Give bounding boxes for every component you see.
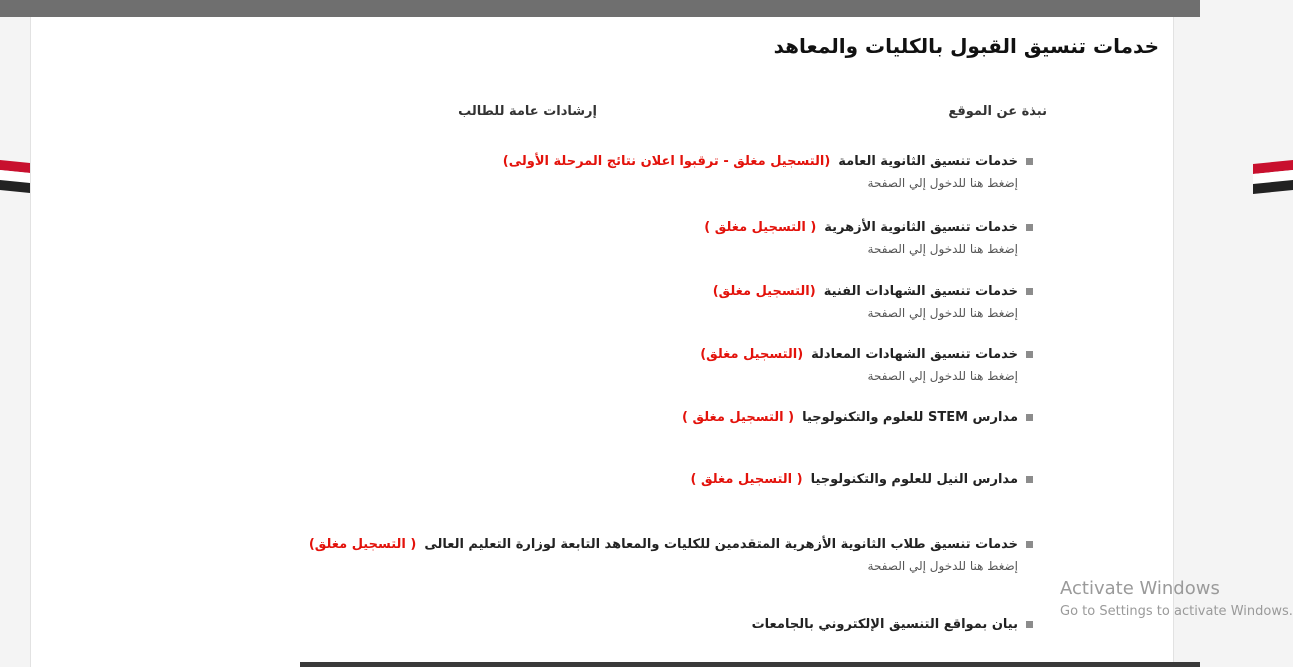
- service-item-equivalent-certificates: [700, 347, 1033, 383]
- service-link[interactable]: [704, 220, 1033, 235]
- status-badge: ( التسجيل مغلق ): [682, 410, 795, 425]
- enter-page-link[interactable]: إضغط هنا للدخول إلي الصفحة: [867, 369, 1018, 383]
- service-link[interactable]: [503, 154, 1033, 169]
- status-badge: (التسجيل مغلق - ترقبوا اعلان نتائج المرحلة الأولى): [502, 154, 831, 169]
- service-item-azhar-higher-education: [309, 537, 1033, 573]
- enter-page-link[interactable]: إضغط هنا للدخول إلي الصفحة: [867, 559, 1018, 573]
- watermark-line-1: Activate Windows: [1060, 578, 1220, 599]
- bottom-bar: [300, 662, 1200, 667]
- service-title: مدارس STEM للعلوم والتكنولوجيا: [802, 410, 1018, 425]
- service-title: مدارس النيل للعلوم والتكنولوجيا: [810, 472, 1018, 487]
- bullet-icon: [1026, 414, 1033, 421]
- content-panel: [30, 17, 1174, 667]
- service-title: خدمات تنسيق الثانوية الأزهرية: [824, 220, 1018, 235]
- service-item-technical-certificates: [713, 284, 1033, 320]
- windows-activation-watermark: [1060, 578, 1293, 619]
- page-title: خدمات تنسيق القبول بالكليات والمعاهد: [773, 34, 1159, 58]
- service-item-university-sites: [752, 617, 1033, 632]
- service-title: خدمات تنسيق الشهادات المعادلة: [811, 347, 1018, 362]
- service-item-general-secondary: [503, 154, 1033, 190]
- service-link[interactable]: [309, 537, 1033, 552]
- service-item-nile-schools: [691, 472, 1033, 487]
- flag-decoration-right: [1253, 150, 1293, 210]
- bullet-icon: [1026, 476, 1033, 483]
- bullet-icon: [1026, 621, 1033, 628]
- watermark-line-2: Go to Settings to activate Windows.: [1060, 604, 1293, 619]
- enter-page-link[interactable]: إضغط هنا للدخول إلي الصفحة: [867, 306, 1018, 320]
- service-title: خدمات تنسيق الثانوية العامة: [838, 154, 1018, 169]
- service-link[interactable]: [713, 284, 1033, 299]
- service-item-azhar-secondary: [704, 220, 1033, 256]
- status-badge: ( التسجيل مغلق): [308, 537, 417, 552]
- service-link[interactable]: [700, 347, 1033, 362]
- bullet-icon: [1026, 541, 1033, 548]
- service-title: بيان بمواقع التنسيق الإلكتروني بالجامعات: [751, 617, 1018, 632]
- status-badge: ( التسجيل مغلق ): [704, 220, 817, 235]
- tab-student-guidelines[interactable]: إرشادات عامة للطالب: [458, 104, 597, 119]
- top-bar: [0, 0, 1200, 17]
- service-link[interactable]: [682, 410, 1033, 425]
- status-badge: ( التسجيل مغلق ): [690, 472, 803, 487]
- tab-about-site[interactable]: نبذة عن الموقع: [948, 104, 1047, 119]
- service-link[interactable]: [752, 617, 1033, 632]
- enter-page-link[interactable]: إضغط هنا للدخول إلي الصفحة: [867, 242, 1018, 256]
- service-title: خدمات تنسيق طلاب الثانوية الأزهرية المتقدمين للكليات والمعاهد التابعة لوزارة التعليم العالى: [424, 537, 1018, 552]
- bullet-icon: [1026, 158, 1033, 165]
- status-badge: (التسجيل مغلق): [700, 347, 804, 362]
- bullet-icon: [1026, 224, 1033, 231]
- bullet-icon: [1026, 351, 1033, 358]
- bullet-icon: [1026, 288, 1033, 295]
- enter-page-link[interactable]: إضغط هنا للدخول إلي الصفحة: [867, 176, 1018, 190]
- status-badge: (التسجيل مغلق): [712, 284, 816, 299]
- service-item-stem-schools: [682, 410, 1033, 425]
- service-link[interactable]: [691, 472, 1033, 487]
- service-title: خدمات تنسيق الشهادات الفنية: [823, 284, 1018, 299]
